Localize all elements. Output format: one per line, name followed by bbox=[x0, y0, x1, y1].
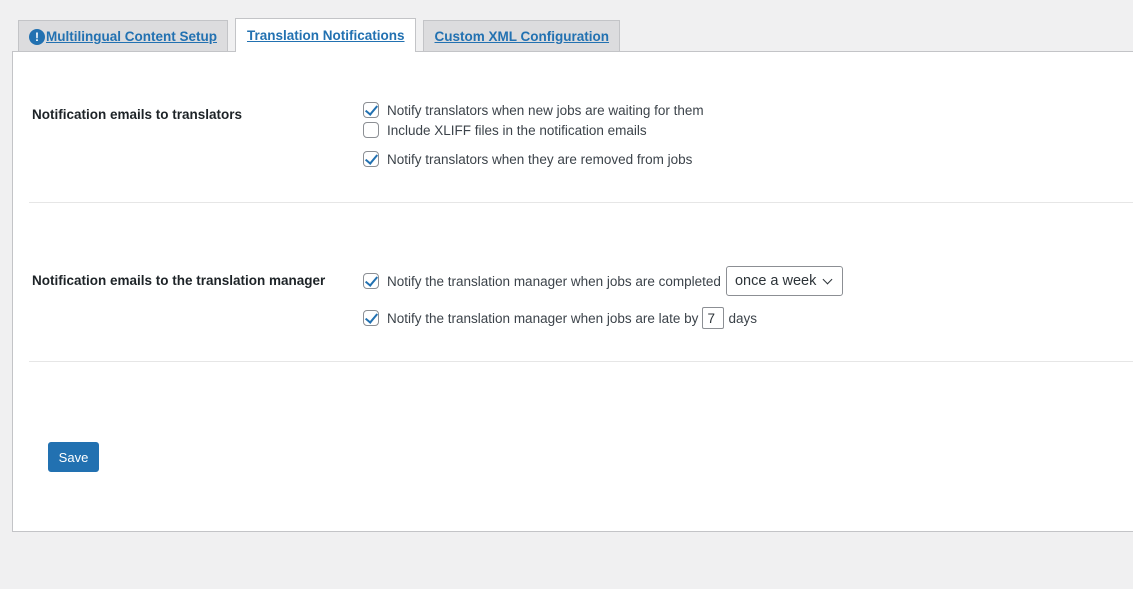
notify-late-checkbox[interactable] bbox=[363, 310, 379, 326]
tab-multilingual-content-setup[interactable] bbox=[18, 20, 228, 52]
notify-completed-checkbox[interactable] bbox=[363, 273, 379, 289]
include-xliff-checkbox[interactable] bbox=[363, 122, 379, 138]
save-button[interactable]: Save bbox=[48, 442, 99, 472]
late-days-input[interactable] bbox=[702, 307, 724, 329]
frequency-select[interactable] bbox=[726, 266, 843, 296]
manager-section-label: Notification emails to the translation manager bbox=[32, 273, 326, 288]
notify-late-option bbox=[363, 307, 757, 329]
notify-new-jobs-label: Notify translators when new jobs are waiting for them bbox=[387, 102, 704, 118]
notify-late-label: Notify the translation manager when jobs are late by bbox=[387, 310, 699, 326]
notify-removed-checkbox[interactable] bbox=[363, 151, 379, 167]
notify-completed-option bbox=[363, 266, 843, 296]
tab-label: Custom XML Configuration bbox=[434, 29, 610, 44]
notify-new-jobs-option[interactable] bbox=[363, 102, 704, 118]
chevron-down-icon bbox=[822, 275, 834, 287]
notify-new-jobs-checkbox[interactable] bbox=[363, 102, 379, 118]
tab-custom-xml-configuration[interactable] bbox=[423, 20, 621, 52]
tab-translation-notifications[interactable] bbox=[235, 18, 416, 52]
notify-removed-option[interactable] bbox=[363, 151, 692, 167]
settings-panel bbox=[12, 51, 1133, 532]
include-xliff-option[interactable] bbox=[363, 122, 647, 138]
section-divider bbox=[29, 202, 1133, 203]
notify-removed-label: Notify translators when they are removed from jobs bbox=[387, 151, 693, 167]
translators-section-label: Notification emails to translators bbox=[32, 107, 243, 122]
tab-label: Translation Notifications bbox=[246, 28, 405, 43]
late-days-suffix: days bbox=[728, 310, 757, 326]
frequency-value: once a week bbox=[734, 273, 817, 289]
warning-icon: ! bbox=[29, 29, 45, 45]
include-xliff-label: Include XLIFF files in the notification emails bbox=[387, 122, 647, 138]
tab-bar bbox=[18, 18, 627, 52]
section-divider bbox=[29, 361, 1133, 362]
notify-completed-label: Notify the translation manager when jobs are completed bbox=[387, 273, 721, 289]
tab-label: Multilingual Content Setup bbox=[46, 29, 217, 44]
